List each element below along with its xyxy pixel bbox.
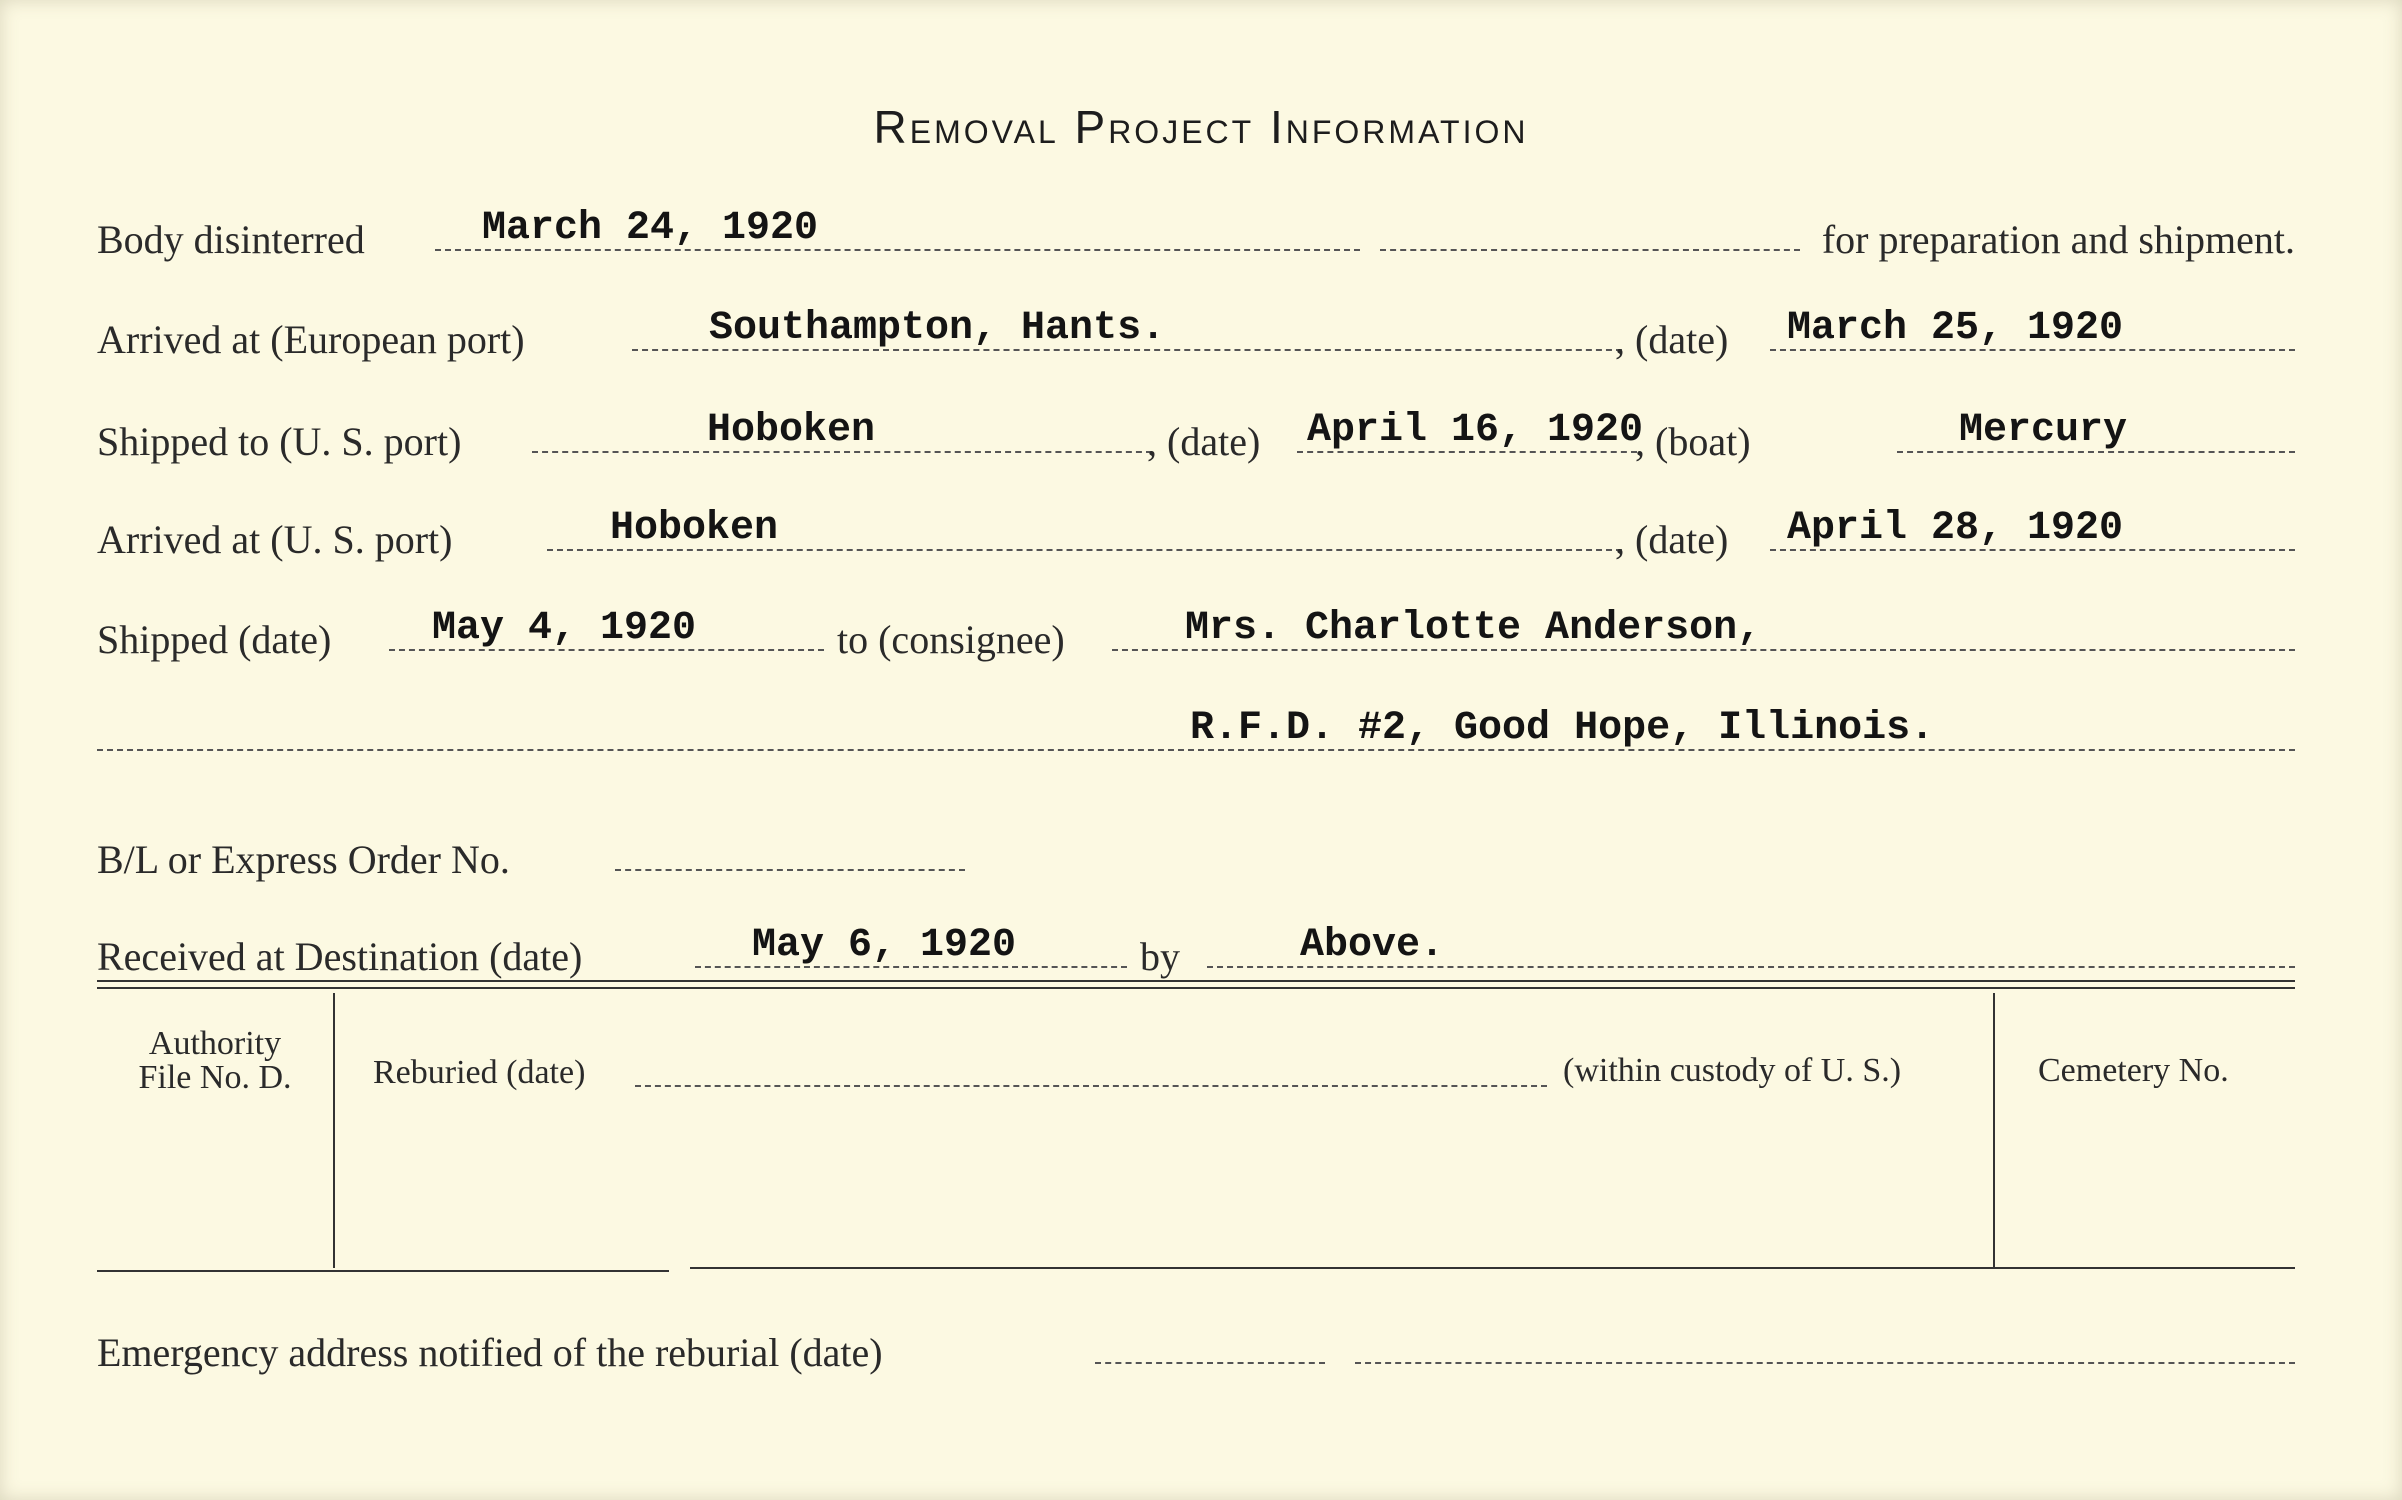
consignee-label: to (consignee) [837,617,1065,662]
row-received [97,922,2295,982]
row-euro-port [97,305,2295,365]
arrived-us-value[interactable]: Hoboken [610,506,779,551]
authority-label-line1: Authority [148,1025,282,1062]
table-bottom-rule-left [97,1270,669,1272]
disinterred-suffix: for preparation and shipment. [1821,217,2295,262]
authority-label-line2: File No. D. [138,1059,292,1096]
address-value[interactable]: R.F.D. #2, Good Hope, Illinois. [1190,706,1935,751]
euro-port-value[interactable]: Southampton, Hants. [709,306,1166,351]
emergency-label: Emergency address notified of the reburial (date) [97,1330,883,1375]
row-shipped-us [97,407,2295,467]
shipped-date-label: , (date) [1147,419,1261,464]
row-disinterred [97,205,2295,265]
disinterred-label: Body disinterred [97,217,365,262]
row-address [97,705,2295,765]
shipped-us-value[interactable]: Hoboken [707,408,876,453]
consignee-value[interactable]: Mrs. Charlotte Anderson, [1185,606,1762,651]
table-top-rule-2 [97,987,2295,989]
shipped-date2-label: Shipped (date) [97,617,332,662]
euro-port-label: Arrived at (European port) [97,317,525,362]
authority-label [97,1027,333,1095]
disinterred-value[interactable]: March 24, 1920 [482,206,819,251]
cemetery-label: Cemetery No. [2038,1052,2229,1089]
table-divider-right [1993,993,1995,1268]
shipped-date-value[interactable]: April 16, 1920 [1307,408,1644,453]
arrived-us-label: Arrived at (U. S. port) [97,517,453,562]
reburied-label: Reburied (date) [373,1054,586,1091]
received-value[interactable]: May 6, 1920 [752,923,1017,968]
table-divider-left [333,993,335,1268]
bl-order-line [615,869,965,871]
received-label: Received at Destination (date) [97,934,583,979]
row-shipped-date [97,605,2295,665]
by-value[interactable]: Above. [1300,923,1445,968]
reburied-line[interactable] [635,1085,1547,1087]
disinterred-line-2 [1380,249,1800,251]
emergency-line-1 [1095,1362,1325,1364]
by-label: by [1140,934,1180,979]
row-arrived-us [97,505,2295,565]
row-emergency [97,1318,2295,1378]
emergency-line-2 [1355,1362,2295,1364]
arrived-date-label: , (date) [1615,517,1729,562]
custody-label: (within custody of U. S.) [1563,1052,1902,1089]
row-bl-order [97,825,2295,885]
table-bottom-rule-right [690,1267,2295,1269]
boat-value[interactable]: Mercury [1959,408,2128,453]
shipped-date2-value[interactable]: May 4, 1920 [432,606,697,651]
boat-label: , (boat) [1635,419,1751,464]
euro-date-value[interactable]: March 25, 1920 [1787,306,2124,351]
euro-date-label: , (date) [1615,317,1729,362]
arrived-date-value[interactable]: April 28, 1920 [1787,506,2124,551]
shipped-us-label: Shipped to (U. S. port) [97,419,462,464]
page-title: Removal Project Information [873,101,1529,153]
bl-order-label: B/L or Express Order No. [97,837,510,882]
table-top-rule-1 [97,980,2295,982]
